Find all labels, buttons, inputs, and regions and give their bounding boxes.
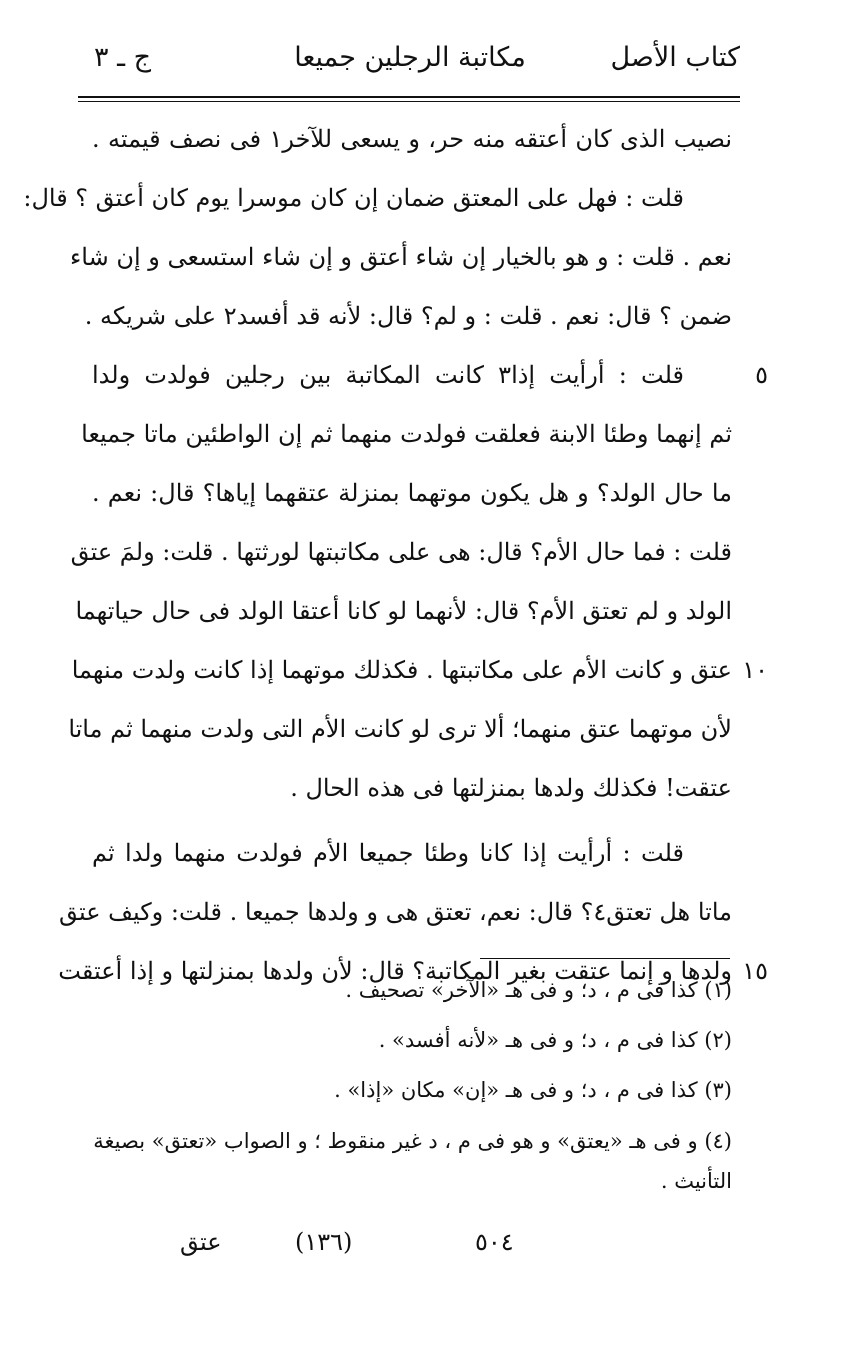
text-line	[92, 346, 768, 405]
text-line: ما حال الولد؟ و هل يكون موتهما بمنزلة عتقهما إياها؟ قال: نعم .	[92, 479, 732, 507]
text-line: لأن موتهما عتق منهما؛ ألا ترى لو كانت الأم التى ولدت منهما ثم ماتا	[68, 715, 732, 743]
text-line: ثم إنهما وطئا الابنة فعلقت فولدت منهما ثم إن الواطئين ماتا جميعا	[81, 420, 732, 448]
volume-label: ج ـ ٣	[94, 42, 152, 73]
footnote: (٣) كذا فى م ، د؛ و فى هـ «إن» مكان «إذا» .	[334, 1078, 732, 1102]
footnote: (٤) و فى هـ «يعتق» و هو فى م ، د غير منقوط ؛ و الصواب «تعتق» بصيغة التأنيث .	[93, 1129, 732, 1193]
line-number: ١٠	[742, 656, 768, 684]
line-text: قلت : أرأيت إذا٣ كانت المكاتبة بين رجلين فولدت ولدا	[92, 361, 685, 389]
signature-word: عتق	[180, 1228, 222, 1256]
header-rule-thick	[78, 96, 740, 98]
line-number: ٥	[755, 361, 768, 389]
book-title: كتاب الأصل	[610, 42, 740, 73]
running-header	[80, 42, 740, 86]
text-line: ماتا هل تعتق٤؟ قال: نعم، تعتق هى و ولدها جميعا . قلت: وكيف عتق	[58, 898, 732, 926]
line-text: عتق و كانت الأم على مكاتبتها . فكذلك موتهما إذا كانت ولدت منهما	[71, 656, 732, 684]
main-text	[23, 110, 768, 1001]
line-text: ولدها و إنما عتقت بغير المكاتبة؟ قال: لأن ولدها بمنزلتها و إذا أعتقت	[58, 957, 732, 985]
text-line: نصيب الذى كان أعتقه منه حر، و يسعى للآخر١ فى نصف قيمته .	[92, 125, 732, 153]
text-line: قلت : أرأيت إذا كانا وطئا جميعا الأم فولدت منهما ولدا ثم	[92, 839, 684, 867]
text-line: قلت : فما حال الأم؟ قال: هى على مكاتبتها لورثتها . قلت: ولمَ عتق	[70, 538, 732, 566]
footnote: (٢) كذا فى م ، د؛ و فى هـ «لأنه أفسد» .	[378, 1028, 732, 1052]
footnote-rule	[480, 958, 730, 959]
header-rule-thin	[78, 101, 740, 102]
text-line: ضمن ؟ قال: نعم . قلت : و لم؟ قال: لأنه قد أفسد٢ على شريكه .	[84, 302, 732, 330]
footnotes	[92, 965, 732, 1201]
sequence-number: (١٣٦)	[295, 1228, 353, 1256]
page-footer	[80, 1228, 740, 1268]
text-line: قلت : فهل على المعتق ضمان إن كان موسرا يوم كان أعتق ؟ قال:	[23, 184, 684, 212]
page-number: ٥٠٤	[475, 1228, 514, 1256]
text-line: نعم . قلت : و هو بالخيار إن شاء أعتق و إن شاء استسعى و إن شاء	[69, 243, 732, 271]
line-number: ١٥	[742, 957, 768, 985]
text-line: الولد و لم تعتق الأم؟ قال: لأنهما لو كانا أعتقا الولد فى حال حياتهما	[75, 597, 732, 625]
text-line: عتقت! فكذلك ولدها بمنزلتها فى هذه الحال .	[290, 774, 732, 802]
text-line	[71, 641, 768, 700]
chapter-title: مكاتبة الرجلين جميعا	[294, 42, 526, 73]
footnote: (١) كذا فى م ، د؛ و فى هـ «الآخر» تصحيف .	[345, 978, 732, 1002]
